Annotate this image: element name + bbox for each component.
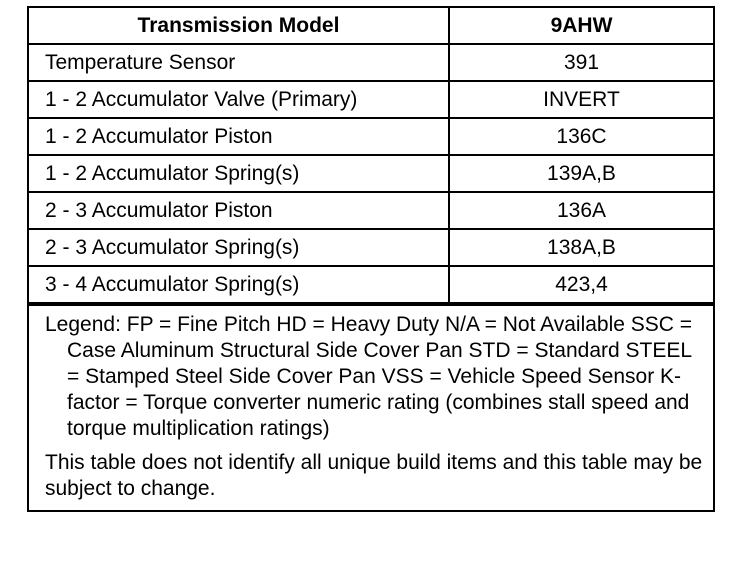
row-label: 1 - 2 Accumulator Valve (Primary) [29,81,449,118]
legend-text: Legend: FP = Fine Pitch HD = Heavy Duty N/A = Not Available SSC = Case Aluminum Structural Side Cover Pan STD = Standard STEEL = Stamped Steel Side Cover Pan VSS = Vehicle Speed Sensor K-factor = Torque converter numeric rating (combines stall speed and torque multiplication ratings) [45,313,693,440]
table-row [29,155,713,192]
disclaimer-text: This table does not identify all unique build items and this table may be subject to change. [45,451,703,500]
row-label: Temperature Sensor [29,44,449,81]
header-label: Transmission Model [29,8,449,44]
table-row [29,229,713,266]
row-label: 3 - 4 Accumulator Spring(s) [29,266,449,303]
row-value: 136A [449,192,713,229]
row-value: INVERT [449,81,713,118]
table-header-row [29,8,713,44]
row-label: 2 - 3 Accumulator Piston [29,192,449,229]
row-value: 423,4 [449,266,713,303]
table-row [29,266,713,303]
row-value: 391 [449,44,713,81]
table-notes [29,304,713,510]
spec-table [29,8,713,304]
table-row [29,118,713,155]
row-value: 136C [449,118,713,155]
row-label: 1 - 2 Accumulator Piston [29,118,449,155]
row-label: 2 - 3 Accumulator Spring(s) [29,229,449,266]
table-row [29,81,713,118]
spec-sheet [27,6,715,512]
table-row [29,192,713,229]
header-value: 9AHW [449,8,713,44]
table-row [29,44,713,81]
row-label: 1 - 2 Accumulator Spring(s) [29,155,449,192]
row-value: 138A,B [449,229,713,266]
row-value: 139A,B [449,155,713,192]
